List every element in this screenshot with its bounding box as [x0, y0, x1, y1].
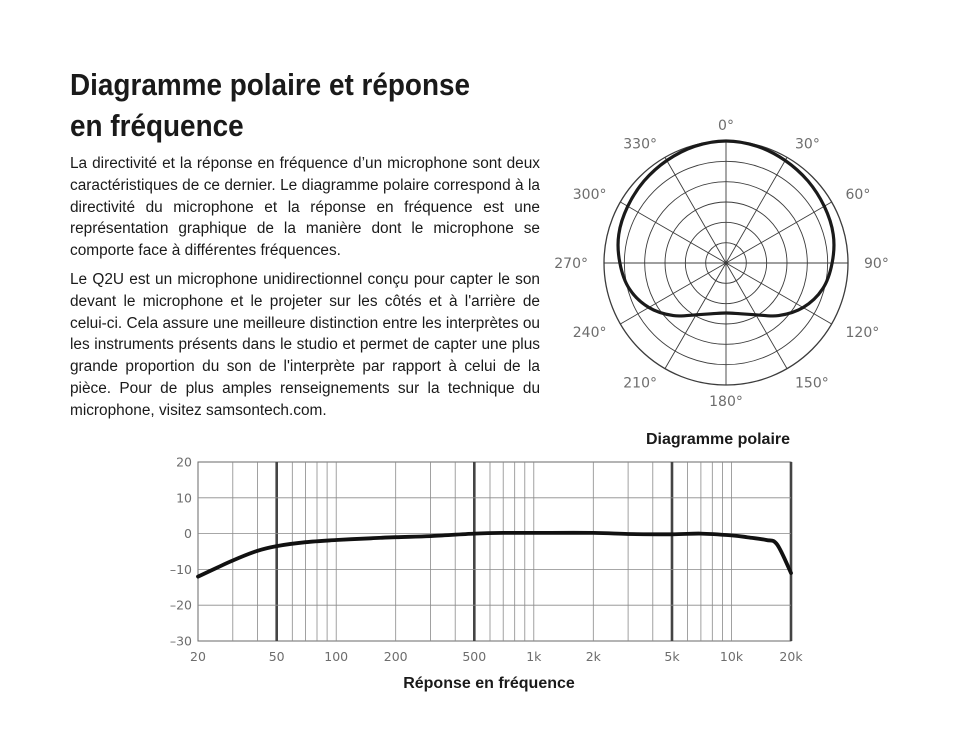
- frequency-response-chart: [170, 455, 803, 665]
- frequency-tick-label: 1k: [526, 649, 542, 664]
- frequency-response-curve-group: [198, 533, 791, 577]
- frequency-tick-label: 500: [462, 649, 487, 664]
- frequency-plot-frame: [198, 462, 791, 641]
- level-tick-label: 10: [176, 490, 192, 506]
- level-tick-label: 20: [176, 454, 192, 470]
- polar-angle-label: 240°: [572, 325, 607, 341]
- frequency-chart-caption: Réponse en fréquence: [403, 675, 575, 692]
- frequency-tick-label: 50: [268, 649, 285, 664]
- polar-spoke: [620, 202, 726, 263]
- polar-angle-label: 120°: [845, 325, 880, 341]
- polar-spoke: [726, 202, 832, 263]
- polar-pattern-chart: [554, 118, 889, 410]
- polar-grid: [604, 141, 848, 385]
- polar-angle-label: 270°: [554, 256, 588, 272]
- level-tick-label: 0: [184, 526, 192, 542]
- polar-angle-label: 300°: [572, 187, 607, 203]
- frequency-tick-label: 100: [324, 649, 349, 664]
- intro-paragraph: La directivité et la réponse en fréquence d’un microphone sont deux caractéristiques de ce dernier. Le diagramme polaire correspond à la directivité du microphone et la réponse en fréquence est une représentation graphique de la manière dont le microphone se comporte face à différentes fréquences.: [70, 155, 540, 260]
- frequency-response-curve: [198, 533, 791, 577]
- polar-angle-label: 60°: [845, 187, 871, 203]
- polar-chart-caption: Diagramme polaire: [645, 431, 791, 448]
- page-title: Diagramme polaire et réponse en fréquence: [70, 67, 471, 143]
- polar-angle-label: 90°: [864, 256, 889, 272]
- frequency-tick-label: 2k: [585, 649, 601, 664]
- polar-angle-label: 210°: [623, 375, 657, 392]
- polar-angle-label: 30°: [795, 136, 820, 153]
- polar-spoke: [726, 157, 787, 263]
- polar-angle-label: 180°: [709, 394, 743, 410]
- frequency-tick-label: 20: [190, 649, 206, 664]
- frequency-tick-label: 200: [383, 649, 408, 664]
- frequency-grid: [198, 462, 791, 641]
- frequency-tick-label: 5k: [664, 649, 680, 664]
- polar-spoke: [665, 157, 726, 263]
- polar-angle-label: 330°: [623, 136, 657, 153]
- description-paragraph: Le Q2U est un microphone unidirectionnel conçu pour capter le son devant le microphone et le projeter sur les côtés et à l'arrière de celui-ci. Cela assure une meilleure distinction entre les interprètes ou les instruments présents dans le studio et permet de capter une plus grande proportion du son de l'interprète par rapport à celui de la pièce. Pour de plus amples renseignements sur la technique du microphone, visitez samsontech.com.: [70, 271, 540, 419]
- frequency-tick-label: 10k: [719, 649, 744, 664]
- frequency-tick-labels: [170, 455, 803, 665]
- level-tick-label: –20: [169, 597, 192, 613]
- polar-angle-label: 150°: [795, 375, 829, 392]
- level-tick-label: –30: [169, 633, 192, 649]
- frequency-tick-label: 20k: [779, 649, 803, 664]
- polar-angle-label: 0°: [718, 118, 734, 134]
- level-tick-label: –10: [169, 561, 192, 577]
